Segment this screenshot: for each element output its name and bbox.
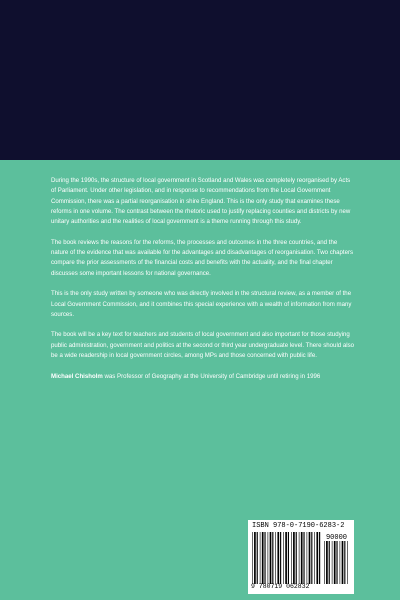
barcode-bar — [334, 541, 336, 584]
blurb-paragraph-1: During the 1990s, the structure of local government in Scotland and Wales was completely reorganised by Acts of Parliament. Under other legislation, and in response to recommendations from the Local Government Commission, there was a partial reorganisation in shire England. This is the only study that examines these reforms in one volume. The contrast between the rhetoric used to justify replacing counties and districts by new unitary authorities and the realities of local government is a theme running through this study. — [51, 177, 351, 226]
barcode-bar — [329, 541, 330, 584]
barcode-main-bars — [252, 532, 320, 584]
barcode-bar — [301, 532, 303, 584]
barcode-bar — [324, 541, 325, 584]
barcode-bar — [347, 541, 348, 584]
barcode-bar — [332, 541, 333, 584]
author-bio — [51, 372, 356, 382]
barcode-digits: 9 780719 062832 — [251, 583, 310, 590]
barcode-bar — [277, 532, 279, 584]
blurb-text-block — [51, 176, 356, 392]
barcode-bar — [262, 532, 264, 584]
barcode-bar — [326, 541, 328, 584]
barcode-bar — [344, 541, 345, 584]
barcode-bar — [288, 532, 289, 584]
barcode-bar — [296, 532, 297, 584]
isbn-label: ISBN 978-0-7190-6283-2 — [252, 522, 345, 530]
author-name: Michael Chisholm — [51, 372, 103, 380]
barcode-bar — [283, 532, 284, 584]
barcode-bar — [319, 532, 320, 584]
barcode-bar — [275, 532, 276, 584]
barcode-bar — [268, 532, 269, 584]
barcode-bar — [299, 532, 300, 584]
barcode-bar — [260, 532, 261, 584]
barcode-bar — [272, 532, 273, 584]
barcode-bar — [270, 532, 272, 584]
top-dark-band — [0, 0, 400, 160]
blurb-paragraph-4: The book will be a key text for teachers and students of local government and also important for those studying public administration, government and politics at the second or third year undergraduate level. There should also be a wide readership in local government circles, among MPs and those concerned with public life. — [51, 331, 355, 360]
barcode-bar — [280, 532, 281, 584]
barcode-bar — [307, 532, 308, 584]
barcode-bar — [264, 532, 265, 584]
blurb-paragraph-3: This is the only study written by someone who was directly involved in the structural review, as a member of the Local Government Commission, and it combines this special experience with a wealth of information from many sources. — [51, 290, 352, 318]
barcode-bar — [316, 532, 318, 584]
barcode-bar — [252, 532, 253, 584]
barcode-addon-bars — [324, 541, 348, 584]
barcode-bar — [314, 532, 315, 584]
barcode-bar — [311, 532, 312, 584]
barcode-addon-digits: 90000 — [325, 534, 347, 542]
blurb-paragraph-2: The book reviews the reasons for the reforms, the processes and outcomes in the three countries, and the nature of the evidence that was available for the advantages and disadvantages of reorganisation. Two chapters compare the prior assessments of the financial costs and benefits with the actuality, and the final chapter discusses some important lessons for national governance. — [51, 238, 354, 277]
barcode-bar — [293, 532, 295, 584]
barcode-bars — [252, 532, 350, 584]
barcode-bar — [340, 541, 341, 584]
barcode-bar — [309, 532, 311, 584]
barcode-bar — [285, 532, 287, 584]
barcode-bar — [291, 532, 292, 584]
barcode-box — [248, 520, 354, 594]
author-bio-text: was Professor of Geography at the University of Cambridge until retiring in 1996 — [102, 372, 321, 380]
barcode-bar — [342, 541, 344, 584]
barcode-bar — [254, 532, 256, 584]
barcode-bar — [336, 541, 337, 584]
barcode-bar — [257, 532, 258, 584]
barcode-bar — [303, 532, 304, 584]
